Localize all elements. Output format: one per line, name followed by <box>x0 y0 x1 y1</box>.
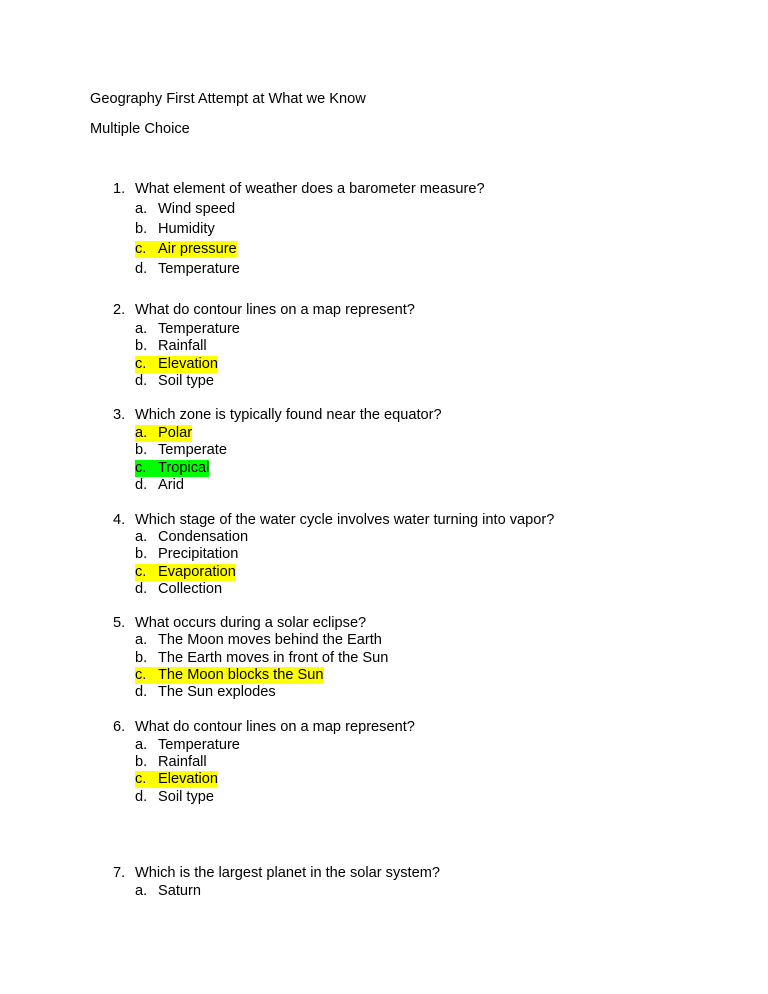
option-text: Condensation <box>158 529 249 545</box>
question-number: 7. <box>113 865 126 881</box>
option-text: The Moon blocks the Sun <box>158 667 324 683</box>
option-text: Precipitation <box>158 546 239 562</box>
option-5d <box>135 684 276 701</box>
option-1a <box>135 201 235 218</box>
option-1b <box>135 221 215 238</box>
option-5b <box>135 650 388 667</box>
question-text: Which zone is typically found near the equator? <box>135 407 442 423</box>
question-number: 2. <box>113 302 126 318</box>
option-text: Soil type <box>158 789 214 805</box>
option-6d <box>135 789 214 806</box>
option-text: Arid <box>158 477 184 493</box>
question-number: 1. <box>113 181 126 197</box>
option-letter: c. <box>135 564 147 580</box>
option-letter: c. <box>135 241 147 257</box>
option-text: The Earth moves in front of the Sun <box>158 650 389 666</box>
option-6b <box>135 754 207 771</box>
option-letter: c. <box>135 667 147 683</box>
option-letter: b. <box>135 338 148 354</box>
option-5a <box>135 632 382 649</box>
option-letter: b. <box>135 221 148 237</box>
option-letter: a. <box>135 321 148 337</box>
question-number: 6. <box>113 719 126 735</box>
option-3b <box>135 442 227 459</box>
option-4a <box>135 529 248 546</box>
option-1c-highlighted <box>135 241 237 258</box>
option-text: The Moon moves behind the Earth <box>158 632 382 648</box>
option-5c-highlighted <box>135 667 324 684</box>
question-text: What do contour lines on a map represent? <box>135 302 415 318</box>
option-letter: d. <box>135 684 148 700</box>
option-text: Elevation <box>158 771 219 787</box>
option-letter: a. <box>135 425 148 441</box>
option-letter: a. <box>135 737 148 753</box>
option-4d <box>135 581 222 598</box>
option-letter: a. <box>135 632 148 648</box>
question-text: Which is the largest planet in the solar system? <box>135 865 440 881</box>
option-letter: b. <box>135 650 148 666</box>
option-text: Elevation <box>158 356 219 372</box>
option-text: Wind speed <box>158 201 236 217</box>
option-letter: a. <box>135 201 148 217</box>
option-text: Saturn <box>158 883 201 899</box>
option-3c-highlighted-green <box>135 460 209 477</box>
option-6a <box>135 737 240 754</box>
question-text: What do contour lines on a map represent? <box>135 719 415 735</box>
option-4b <box>135 546 238 563</box>
option-text: Tropical <box>158 460 210 476</box>
document-title: Geography First Attempt at What we Know <box>90 91 366 107</box>
option-text: Rainfall <box>158 754 207 770</box>
option-text: Polar <box>158 425 193 441</box>
option-letter: a. <box>135 529 148 545</box>
section-heading: Multiple Choice <box>90 121 190 137</box>
option-text: Collection <box>158 581 223 597</box>
question-number: 4. <box>113 512 126 528</box>
question-text: What element of weather does a barometer measure? <box>135 181 485 197</box>
option-text: Humidity <box>158 221 215 237</box>
option-text: Temperature <box>158 737 240 753</box>
option-letter: b. <box>135 442 148 458</box>
option-text: Temperature <box>158 261 240 277</box>
option-text: Temperature <box>158 321 240 337</box>
option-text: Air pressure <box>158 241 237 257</box>
question-number: 3. <box>113 407 126 423</box>
option-letter: b. <box>135 546 148 562</box>
option-letter: a. <box>135 883 148 899</box>
option-letter: d. <box>135 373 148 389</box>
option-letter: c. <box>135 771 147 787</box>
option-letter: d. <box>135 477 148 493</box>
option-letter: d. <box>135 261 148 277</box>
option-2a <box>135 321 240 338</box>
option-text: Soil type <box>158 373 214 389</box>
question-text: What occurs during a solar eclipse? <box>135 615 367 631</box>
option-3d <box>135 477 184 494</box>
option-3a-highlighted <box>135 425 192 442</box>
option-letter: d. <box>135 789 148 805</box>
option-2d <box>135 373 214 390</box>
option-1d <box>135 261 240 278</box>
option-text: The Sun explodes <box>158 684 276 700</box>
option-6c-highlighted <box>135 771 218 788</box>
question-text: Which stage of the water cycle involves water turning into vapor? <box>135 512 555 528</box>
option-4c-highlighted <box>135 564 236 581</box>
option-letter: d. <box>135 581 148 597</box>
option-text: Evaporation <box>158 564 236 580</box>
option-2c-highlighted <box>135 356 218 373</box>
option-letter: b. <box>135 754 148 770</box>
question-number: 5. <box>113 615 126 631</box>
option-text: Rainfall <box>158 338 207 354</box>
option-letter: c. <box>135 460 147 476</box>
option-text: Temperate <box>158 442 227 458</box>
option-7a <box>135 883 201 900</box>
option-2b <box>135 338 207 355</box>
option-letter: c. <box>135 356 147 372</box>
